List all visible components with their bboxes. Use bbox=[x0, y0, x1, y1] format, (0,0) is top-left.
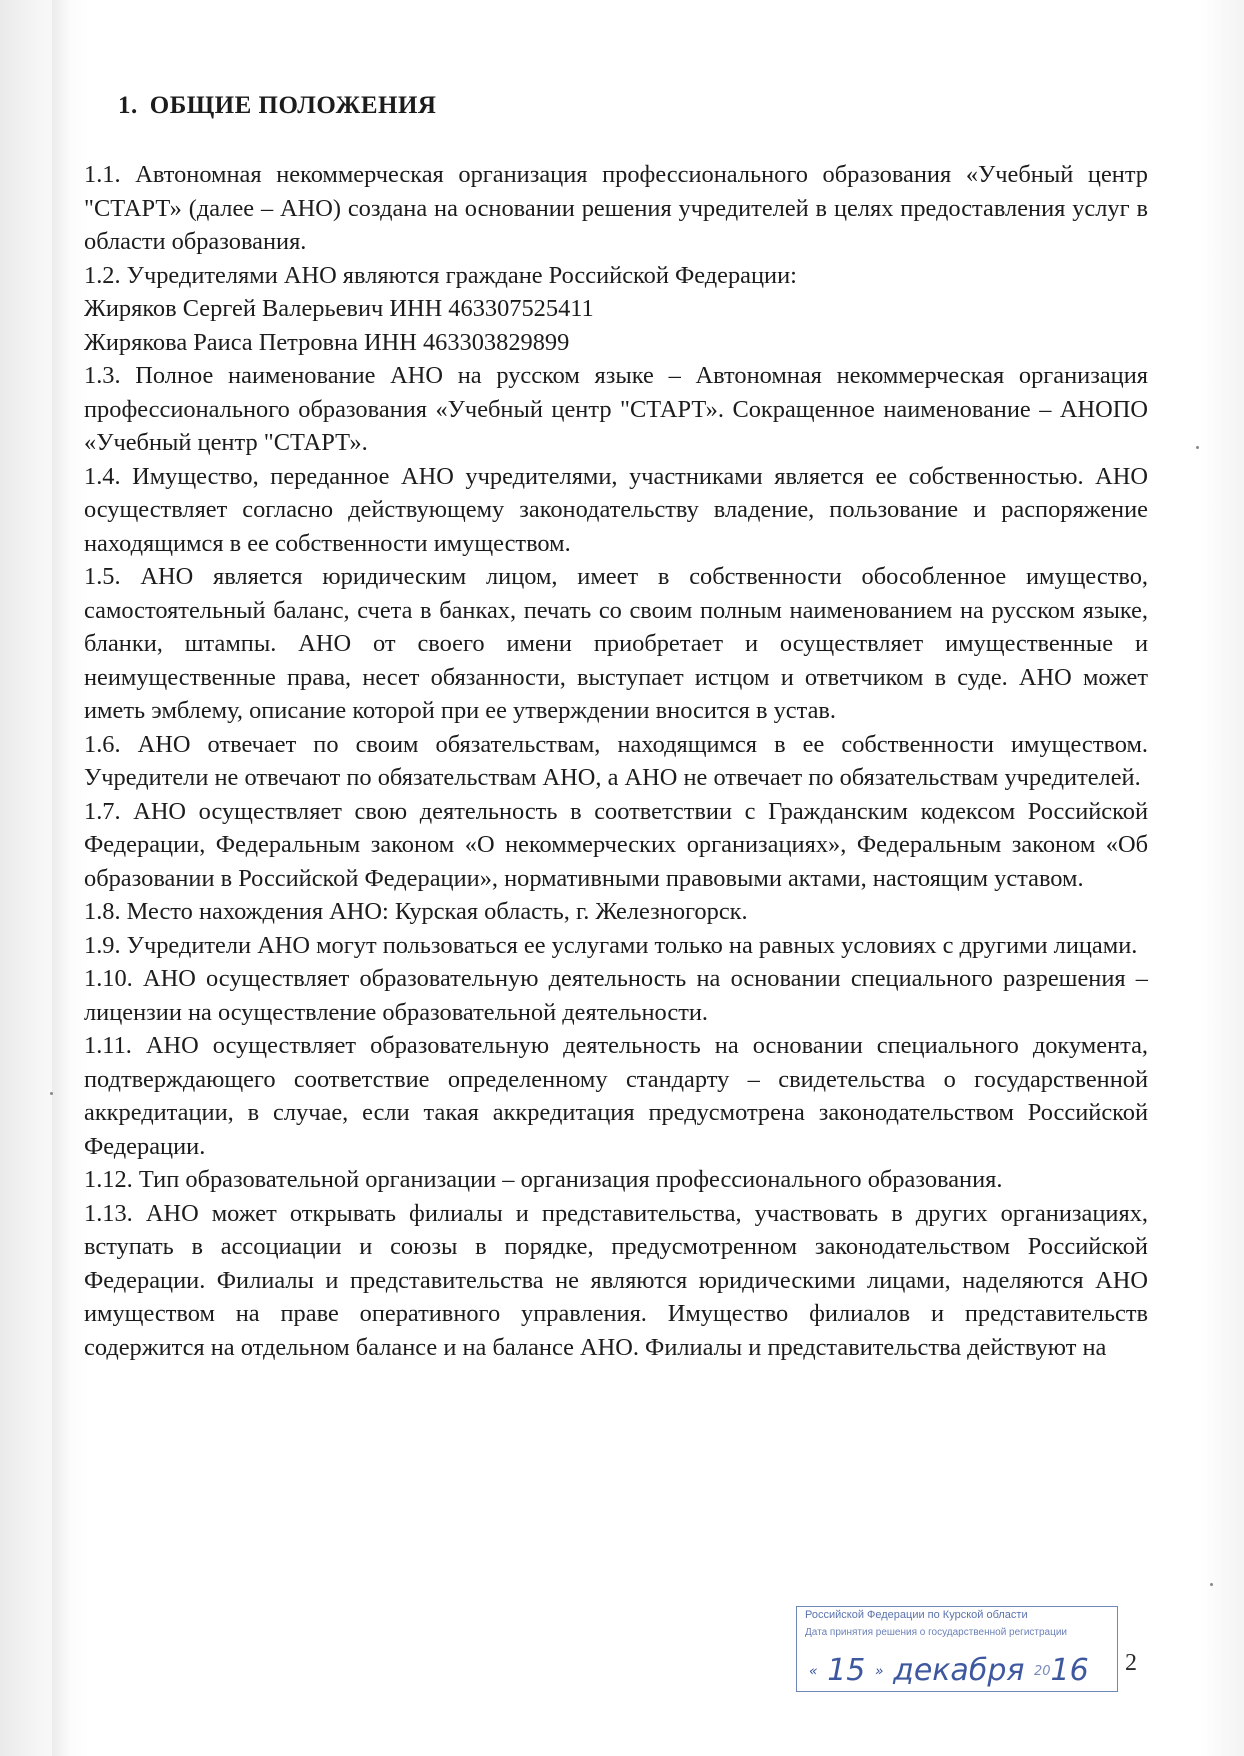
stamp-date bbox=[809, 1653, 1109, 1688]
paragraph-1-11: 1.11. АНО осуществляет образовательную деятельность на основании специального документа, подтверждающего соответствие определенному стандарту – свидетельства о государственной аккредитации, в случае, если такая аккредитация предусмотрена законодательством Российской Федерации. bbox=[84, 1032, 1148, 1160]
section-heading bbox=[118, 92, 437, 120]
paragraph-1-4: 1.4. Имущество, переданное АНО учредителями, участниками является ее собственностью. АНО осуществляет согласно действующему законодательству владение, пользование и распоряжение находящимся в ее собственности имуществом. bbox=[84, 462, 1148, 557]
scan-edge-shadow bbox=[52, 0, 70, 1756]
paragraph-1-8: 1.8. Место нахождения АНО: Курская область, г. Железногорск. bbox=[84, 898, 748, 925]
stamp-open-quote: « bbox=[809, 1663, 818, 1680]
paragraph-1-2: 1.2. Учредителями АНО являются граждане Российской Федерации: bbox=[84, 261, 797, 289]
scan-speck bbox=[1196, 446, 1199, 449]
paragraph-1-3: 1.3. Полное наименование АНО на русском языке – Автономная некоммерческая организация профессионального образования «Учебный центр "СТАРТ». Сокращенное наименование – АНОПО «Учебный центр "СТАРТ». bbox=[84, 362, 1148, 456]
founder-1: Жиряков Сергей Валерьевич ИНН 463307525411 bbox=[84, 295, 594, 322]
document-body bbox=[84, 158, 1148, 1364]
paragraph-1-1: 1.1. Автономная некоммерческая организация профессионального образования «Учебный центр "СТАРТ» (далее – АНО) создана на основании решения учредителей в целях предоставления услуг в области образования. bbox=[84, 161, 1148, 255]
section-number: 1. bbox=[118, 92, 138, 119]
paragraph-1-12: 1.12. Тип образовательной организации – организация профессионального образования. bbox=[84, 1166, 1003, 1193]
paragraph-1-7: 1.7. АНО осуществляет свою деятельность в соответствии с Гражданским кодексом Российской Федерации, Федеральным законом «О некоммерческих организациях», Федеральным законом «Об образовании в Российской Федерации», нормативными правовыми актами, настоящим уставом. bbox=[84, 797, 1148, 892]
paragraph-1-5: 1.5. АНО является юридическим лицом, имеет в собственности обособленное имущество, самостоятельный баланс, счета в банках, печать со своим полным наименованием на русском языке, бланки, штампы. АНО от своего имени приобретает и осуществляет имущественные и неимущественные права, несет обязанности, выступает истцом и ответчиком в суде. АНО может иметь эмблему, описание которой при ее утверждении вносится в устав. bbox=[84, 563, 1148, 724]
paragraph-1-13: 1.13. АНО может открывать филиалы и представительства, участвовать в других организациях, вступать в ассоциации и союзы в порядке, предусмотренном законодательством Российской Федерации. Филиалы и представительства не являются юридическими лицами, наделяются АНО имуществом на праве оперативного управления. Имущество филиалов и представительств содержится на отдельном балансе и на балансе АНО. Филиалы и представительства действуют на bbox=[84, 1199, 1148, 1361]
paragraph-1-6: 1.6. АНО отвечает по своим обязательствам, находящимся в ее собственности имуществом. Учредители не отвечают по обязательствам АНО, а АНО не отвечает по обязательствам учредителей. bbox=[84, 730, 1148, 791]
founder-2: Жирякова Раиса Петровна ИНН 463303829899 bbox=[84, 328, 570, 356]
stamp-caption: Дата принятия решения о государственной регистрации bbox=[805, 1627, 1068, 1638]
stamp-month: декабря bbox=[893, 1653, 1025, 1688]
stamp-authority: Российской Федерации по Курской области bbox=[805, 1609, 1028, 1621]
stamp-year-prefix: 20 bbox=[1033, 1664, 1051, 1679]
paragraph-1-9: 1.9. Учредители АНО могут пользоваться ее услугами только на равных условиях с другими лицами. bbox=[84, 931, 1138, 959]
stamp-close-quote: » bbox=[874, 1663, 884, 1680]
scan-speck bbox=[1210, 1583, 1213, 1586]
stamp-day: 15 bbox=[827, 1653, 866, 1688]
scan-speck bbox=[50, 1092, 53, 1095]
stamp-year-suffix: 16 bbox=[1050, 1653, 1089, 1688]
paragraph-1-10: 1.10. АНО осуществляет образовательную деятельность на основании специального разрешения – лицензии на осуществление образовательной деятельности. bbox=[84, 965, 1148, 1026]
page-number: 2 bbox=[1125, 1650, 1137, 1676]
section-title: ОБЩИЕ ПОЛОЖЕНИЯ bbox=[149, 92, 437, 119]
registration-stamp bbox=[796, 1606, 1118, 1692]
